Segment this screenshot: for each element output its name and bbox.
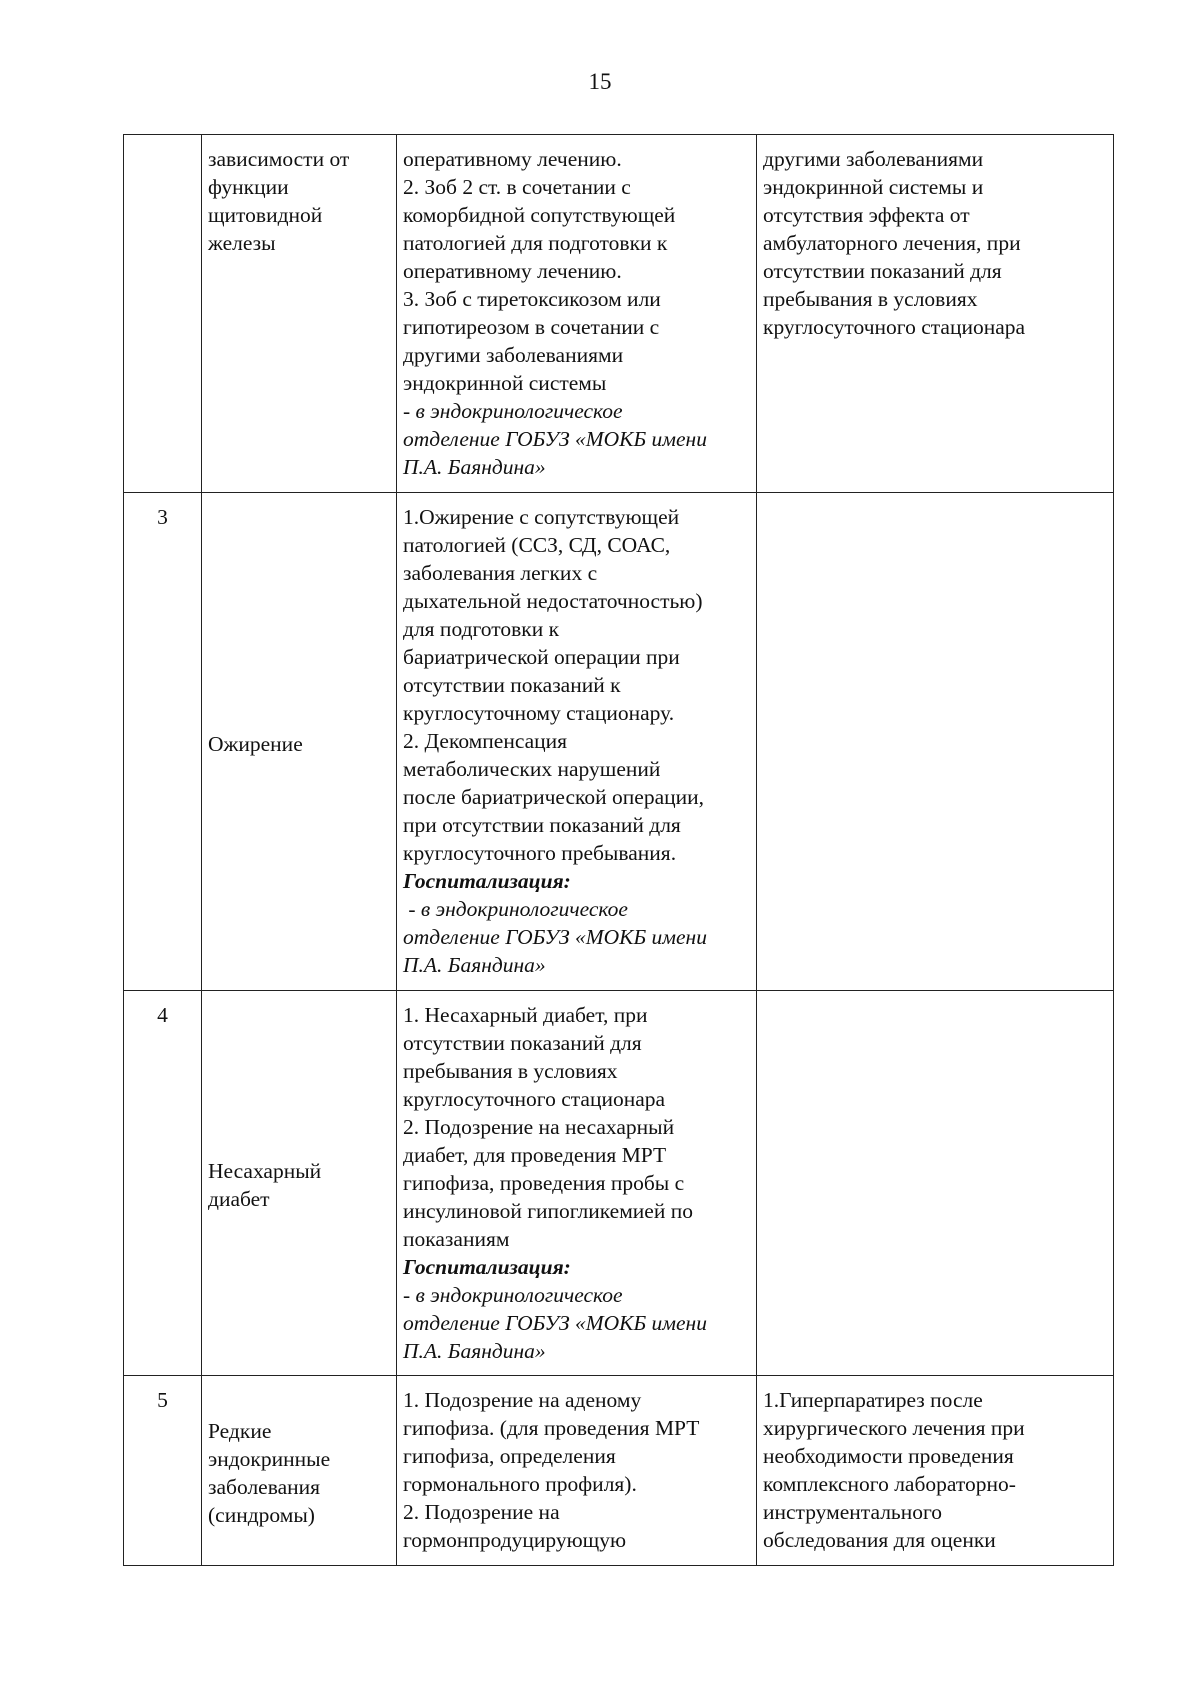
diagnosis-cell (202, 135, 397, 493)
indication-line: 2. Подозрение на несахарный (403, 1115, 675, 1139)
diagnosis-line: Редкие (208, 1418, 272, 1443)
indications-cell (397, 1376, 757, 1566)
indication-line: оперативному лечению. (403, 259, 622, 283)
indication-line: инсулиновой гипогликемией по (403, 1199, 693, 1223)
diagnosis-line: (синдромы) (208, 1502, 315, 1527)
diagnosis-line: щитовидной (208, 203, 323, 227)
hospitalization-heading: Госпитализация: (403, 1255, 571, 1279)
indications-cell (397, 135, 757, 493)
indication-line: при отсутствии показаний для (403, 813, 681, 837)
row-number: 3 (157, 505, 168, 529)
indication-line: патологией (ССЗ, СД, СОАС, (403, 533, 671, 557)
diagnosis-line: эндокринные (208, 1446, 331, 1471)
indication-line: отделение ГОБУЗ «МОКБ имени (403, 925, 707, 949)
indication-line: показаниям (403, 1227, 510, 1251)
diagnosis-cell (202, 991, 397, 1376)
diagnosis-line: диабет (208, 1187, 270, 1211)
indication-line: оперативному лечению. (403, 147, 622, 171)
indication-line: отделение ГОБУЗ «МОКБ имени (403, 427, 707, 451)
diagnosis-line: Ожирение (208, 731, 303, 756)
note-line: инструментального (763, 1500, 943, 1524)
indications-cell (397, 991, 757, 1376)
indication-line: гипофиза. (для проведения МРТ (403, 1416, 700, 1440)
indications-table (123, 134, 1114, 1566)
indication-line: П.А. Баяндина» (403, 1339, 546, 1363)
note-line: пребывания в условиях (763, 287, 978, 311)
indication-line: - в эндокринологическое (403, 897, 628, 921)
indication-line: коморбидной сопутствующей (403, 203, 676, 227)
diagnosis-line: железы (208, 231, 276, 255)
diagnosis-line: зависимости от (208, 147, 350, 171)
indications-cell (397, 493, 757, 991)
indication-line: бариатрической операции при (403, 645, 680, 669)
indication-line: пребывания в условиях (403, 1059, 618, 1083)
note-line: амбулаторного лечения, при (763, 231, 1021, 255)
note-line: круглосуточного стационара (763, 315, 1026, 339)
note-line: хирургического лечения при (763, 1416, 1025, 1440)
indication-line: метаболических нарушений (403, 757, 661, 781)
indication-line: гипофиза, определения (403, 1444, 616, 1468)
table-row (124, 991, 1114, 1376)
row-number-cell (124, 1376, 202, 1566)
diagnosis-cell (202, 493, 397, 991)
row-number: 5 (157, 1388, 168, 1412)
hospitalization-heading: Госпитализация: (403, 869, 571, 893)
indication-line: диабет, для проведения МРТ (403, 1143, 667, 1167)
row-number-cell (124, 991, 202, 1376)
note-line: отсутствия эффекта от (763, 203, 970, 227)
indication-line: 2. Декомпенсация (403, 729, 568, 753)
indication-line: гормонпродуцирующую (403, 1528, 627, 1552)
row-number-cell (124, 135, 202, 493)
indication-line: отсутствии показаний к (403, 673, 621, 697)
diagnosis-line: функции (208, 175, 289, 199)
row-number: 4 (157, 1003, 168, 1027)
indication-line: для подготовки к (403, 617, 560, 641)
indication-line: П.А. Баяндина» (403, 953, 546, 977)
indication-line: после бариатрической операции, (403, 785, 705, 809)
indication-line: патологией для подготовки к (403, 231, 668, 255)
indication-line: - в эндокринологическое (403, 399, 623, 423)
indication-line: отделение ГОБУЗ «МОКБ имени (403, 1311, 707, 1335)
indication-line: дыхательной недостаточностью) (403, 589, 703, 613)
indication-line: гормонального профиля). (403, 1472, 637, 1496)
note-line: другими заболеваниями (763, 147, 984, 171)
indication-line: 1. Несахарный диабет, при (403, 1003, 648, 1027)
indication-line: круглосуточного пребывания. (403, 841, 677, 865)
diagnosis-line: заболевания (208, 1474, 321, 1499)
diagnosis-cell (202, 1376, 397, 1566)
note-line: необходимости проведения (763, 1444, 1014, 1468)
note-line: эндокринной системы и (763, 175, 984, 199)
indication-line: другими заболеваниями (403, 343, 624, 367)
table-row (124, 493, 1114, 991)
indication-line: 2. Подозрение на (403, 1500, 560, 1524)
page-number: 15 (588, 69, 612, 94)
indication-line: заболевания легких с (403, 561, 598, 585)
notes-cell (757, 991, 1114, 1376)
row-number-cell (124, 493, 202, 991)
note-line: 1.Гиперпаратирез после (763, 1388, 983, 1412)
note-line: комплексного лабораторно- (763, 1472, 1016, 1496)
indication-line: 1. Подозрение на аденому (403, 1388, 642, 1412)
notes-cell (757, 1376, 1114, 1566)
notes-cell (757, 135, 1114, 493)
diagnosis-line: Несахарный (208, 1159, 322, 1183)
indication-line: гипотиреозом в сочетании с (403, 315, 660, 339)
indication-line: круглосуточному стационару. (403, 701, 675, 725)
notes-cell (757, 493, 1114, 991)
indication-line: эндокринной системы (403, 371, 607, 395)
indication-line: 2. Зоб 2 ст. в сочетании с (403, 175, 631, 199)
indication-line: отсутствии показаний для (403, 1031, 642, 1055)
indication-line: гипофиза, проведения пробы с (403, 1171, 685, 1195)
table-row (124, 1376, 1114, 1566)
note-line: обследования для оценки (763, 1528, 996, 1552)
indication-line: - в эндокринологическое (403, 1283, 623, 1307)
indication-line: 3. Зоб с тиретоксикозом или (403, 287, 661, 311)
indication-line: круглосуточного стационара (403, 1087, 666, 1111)
indication-line: 1.Ожирение с сопутствующей (403, 505, 680, 529)
table-row (124, 135, 1114, 493)
note-line: отсутствии показаний для (763, 259, 1002, 283)
indication-line: П.А. Баяндина» (403, 455, 546, 479)
